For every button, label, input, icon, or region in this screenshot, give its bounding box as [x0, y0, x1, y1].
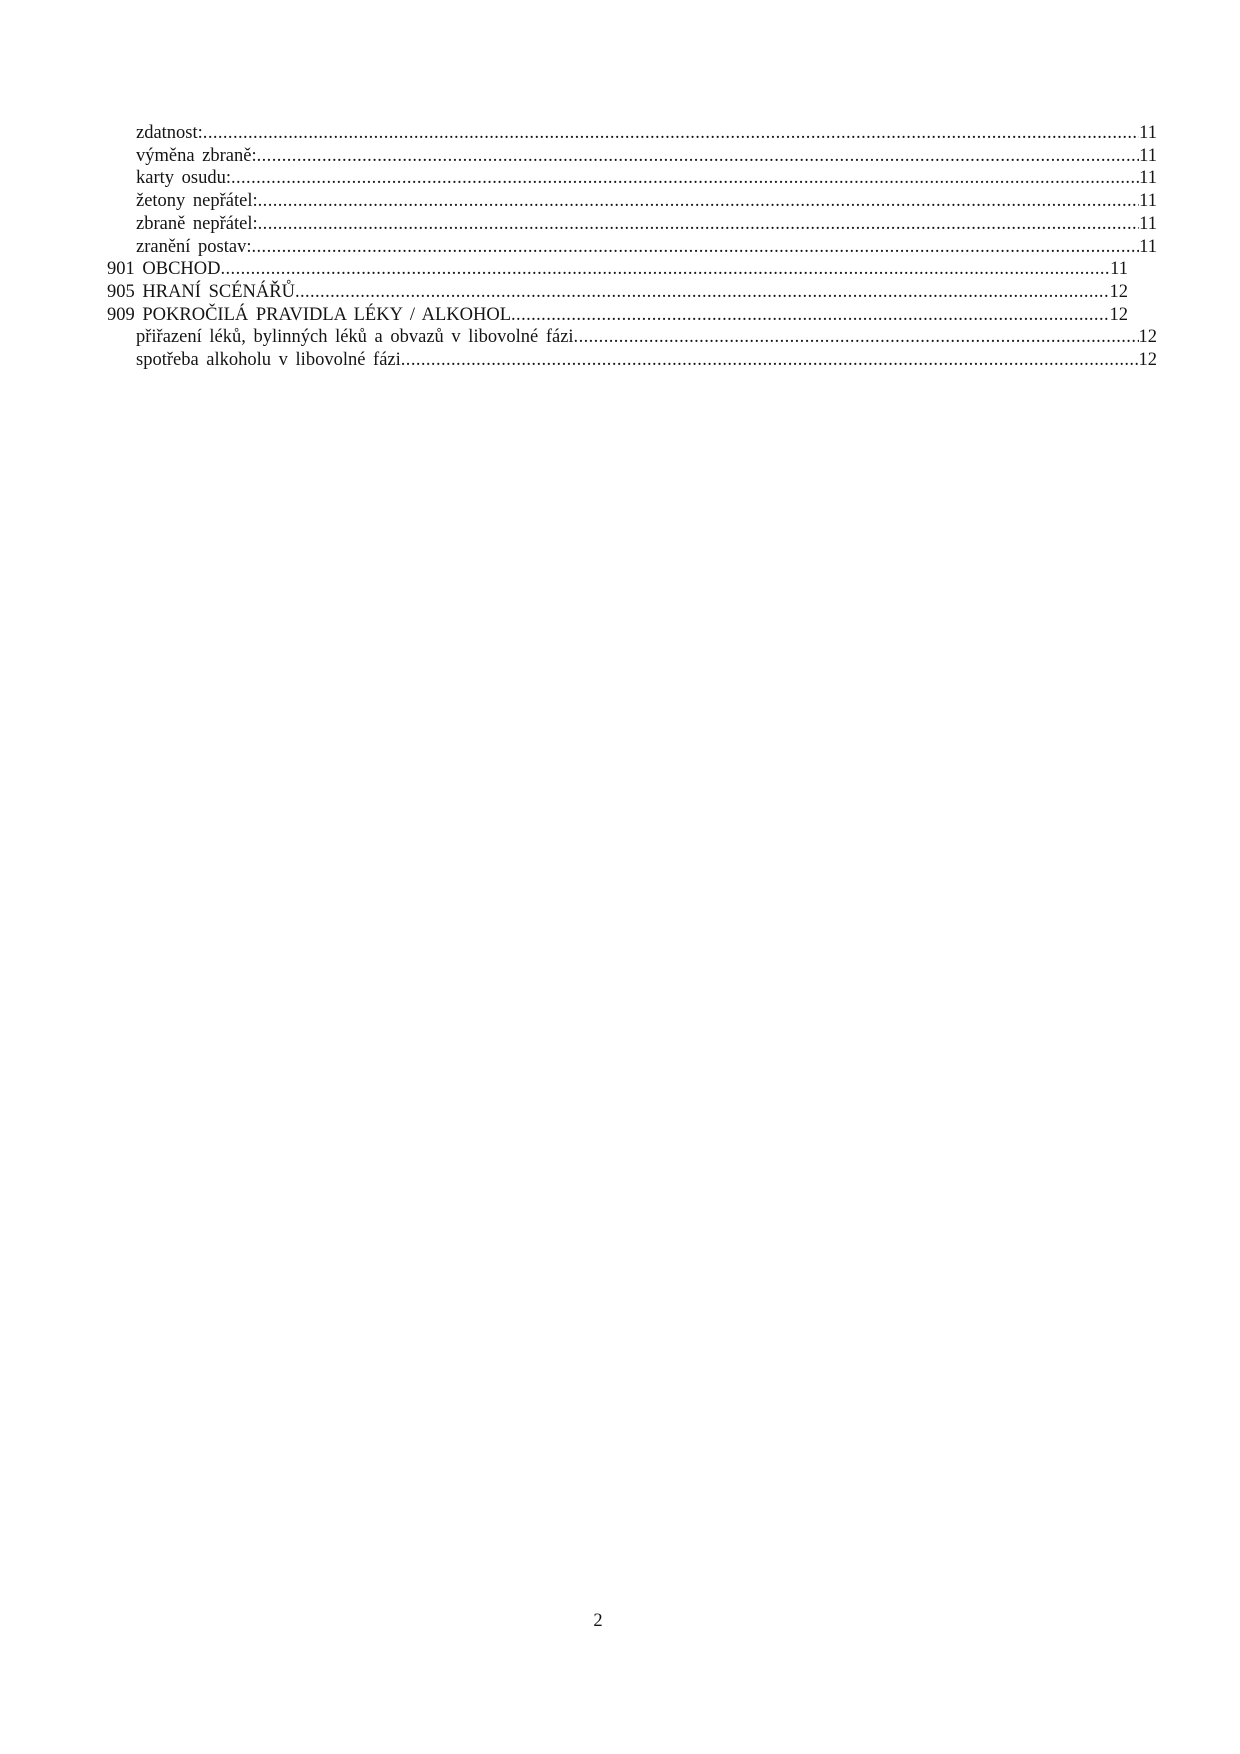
toc-entry[interactable] [107, 213, 1157, 236]
dot-leader-icon [257, 145, 1140, 168]
toc-entry-page-number: 11 [1139, 168, 1157, 189]
toc-entry[interactable] [107, 326, 1157, 349]
toc-entry[interactable] [107, 122, 1157, 145]
page-number: 2 [593, 1611, 603, 1631]
toc-entry-label: 901 OBCHOD [107, 259, 221, 280]
toc-entry-label: zdatnost: [136, 123, 203, 143]
toc-entry-page-number: 11 [1139, 213, 1157, 234]
toc-entry-page-number: 11 [1139, 191, 1157, 212]
toc-entry[interactable] [107, 304, 1128, 327]
toc-entry-label: výměna zbraně: [136, 145, 257, 166]
toc-entry-label: 909 POKROČILÁ PRAVIDLA LÉKY / ALKOHOL [107, 304, 512, 325]
toc-entry-page-number: 11 [1110, 259, 1128, 280]
toc-entry-label: karty osudu: [136, 168, 231, 189]
toc-entry[interactable] [107, 281, 1128, 304]
toc-entry-page-number: 11 [1139, 145, 1157, 166]
toc-entry[interactable] [107, 190, 1157, 213]
toc-entry[interactable] [107, 349, 1157, 372]
toc-entry-page-number: 12 [1109, 304, 1128, 325]
toc-entry[interactable] [107, 258, 1128, 281]
toc-entry-page-number: 12 [1138, 327, 1157, 348]
toc-entry-label: přiřazení léků, bylinných léků a obvazů v libovolné fázi [136, 327, 574, 348]
toc-entry-page-number: 12 [1138, 350, 1157, 371]
toc-entry[interactable] [107, 145, 1157, 168]
toc-entry-label: 905 HRANÍ SCÉNÁŘŮ [107, 281, 295, 302]
dot-leader-icon [252, 236, 1140, 259]
dot-leader-icon [511, 304, 1109, 327]
toc-entry[interactable] [107, 236, 1157, 259]
toc-entry-page-number: 11 [1139, 123, 1157, 143]
toc-entry-page-number: 12 [1109, 281, 1128, 302]
toc-entry-label: zranění postav: [136, 236, 252, 257]
dot-leader-icon [574, 326, 1139, 349]
dot-leader-icon [258, 213, 1140, 236]
dot-leader-icon [203, 122, 1139, 145]
dot-leader-icon [401, 349, 1139, 372]
toc-entry-label: žetony nepřátel: [136, 191, 258, 212]
dot-leader-icon [258, 190, 1140, 213]
toc-entry[interactable] [107, 167, 1157, 190]
dot-leader-icon [231, 167, 1139, 190]
toc-entry-label: spotřeba alkoholu v libovolné fázi [136, 350, 401, 371]
dot-leader-icon [295, 281, 1110, 304]
dot-leader-icon [221, 258, 1111, 281]
toc-entry-label: zbraně nepřátel: [136, 213, 258, 234]
table-of-contents [107, 122, 1157, 372]
toc-entry-page-number: 11 [1139, 236, 1157, 257]
